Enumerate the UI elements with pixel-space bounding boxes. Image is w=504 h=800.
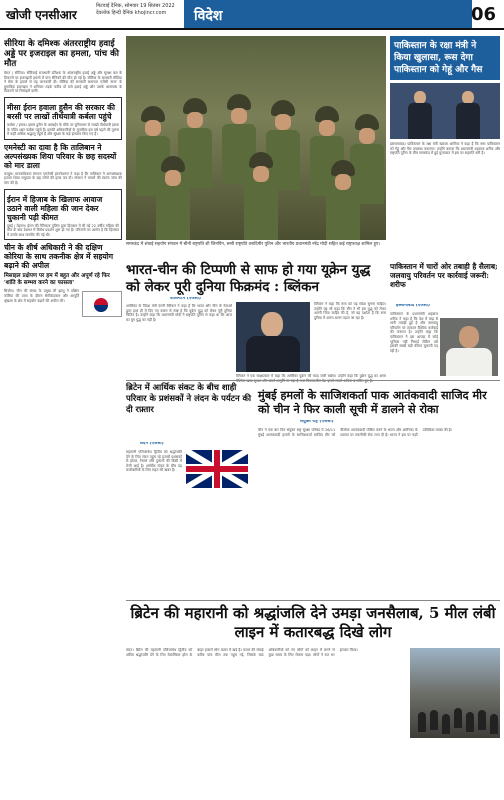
story-byline: लंदन (एजेंसी) [140, 442, 164, 446]
britain-tourism-headline: ब्रिटेन में आर्थिक संकट के बीच शाही परिवार के प्रशंसकों ने लंदन के पर्यटन की दी रफ़्तार [126, 382, 252, 414]
main-headline: भारत-चीन की टिप्पणी से साफ हो गया यूक्रेन युद्ध को लेकर पूरी दुनिया फिक्रमंद : ब्लिंकन [126, 262, 371, 295]
story-subhead: मिसाइल प्रक्षेपण पर हम में बहुत और अपूर्ण रहे फिर 'शांति के सम्भव करने का फासला' [4, 273, 110, 287]
story-body: सियोल। चीन की संसद के प्रमुख ली झांशु ने दक्षिण कोरिया की यात्रा के दौरान सेमीकंडक्टर और आपूर्ति श्रृंखला के क्षेत्र में सहयोग बढ़ाने की अपील की। [4, 289, 79, 303]
story-headline: एमनेस्टी का दावा है कि तालिबान ने अल्पसंख्यक शिया परिवार के छह सदस्यों को मार डाला [4, 142, 117, 170]
masthead [0, 0, 504, 30]
story-byline: संयुक्त राष्ट्र (एजेंसी) [300, 420, 334, 424]
pakistan-flood-headline: पाकिस्तान में चारों ओर तबाही है सैलाब; जलवायु परिवर्तन पर कार्रवाई जरूरी: शरीफ [390, 262, 498, 289]
story-byline-block [300, 420, 420, 425]
story-column: महारानी एलिजाबेथ द्वितीय को श्रद्धांजलि देने के लिए लंदन पहुंच रहे हजारों प्रशंसकों से होटल, रेस्तरां और दुकानों की बिक्री में तेजी आई है। आर्थिक संकट के बीच यह कारोबारियों के लिए राहत की खबर है। [126, 450, 182, 473]
story-body: दुबई / तेहरान। ईरान की नैतिकता पुलिस द्वारा हिरासत में ली गई 22 वर्षीय महिला की मौत के बाद देशभर में विरोध प्रदर्शन शुरू हो गए हैं। परिजनों का आरोप है कि हिरासत में उसके साथ मारपीट की गई थी। [7, 223, 119, 237]
queue-photo [410, 648, 500, 738]
blinken-photo [236, 302, 310, 372]
story-byline: इस्लामाबाद (एजेंसी) [396, 304, 430, 308]
divider [126, 380, 500, 381]
story-body: इस्लामाबाद। पाकिस्तान के रक्षा मंत्री ख्वाजा आसिफ ने कहा है कि रूस पाकिस्तान को गेहूं और गैस उपलब्ध कराएगा। उन्होंने बताया कि प्रधानमंत्री शहबाज शरीफ और राष्ट्रपति पुतिन के बीच समरकंद में हुई मुलाकात में इस पर सहमति बनी है। [390, 142, 500, 156]
dateline-site: देवलोक हिन्दी दैनिक khojincr.com [96, 10, 167, 16]
story-byline-block [170, 297, 232, 302]
uk-flag-image [186, 450, 248, 488]
photo-caption: समरकंद में शंघाई सहयोग संगठन में चीनी राष्ट्रपति शी जिनपिंग, रूसी राष्ट्रपति व्लादिमीर पुतिन और भारतीय प्रधानमंत्री नरेंद्र मोदी सहित कई राष्ट्राध्यक्ष शामिल हुए। [126, 242, 381, 247]
leaders-photo [390, 83, 500, 139]
queen-tribute-headline: ब्रिटेन की महारानी को श्रद्धांजलि देने उमड़ा जनसैलाब, 5 मील लंबी लाइन में कतारबद्ध दिखे लोग [130, 604, 496, 641]
korea-flag-image [82, 291, 122, 317]
story-column: ब्लिंकन ने कहा कि रूस को यह संदेश सुनना चाहिए। उन्होंने यह भी कहा कि चीन ने भी इस युद्ध को लेकर अपनी चिंता जाहिर की है, जो यह दर्शाता है कि रूस दुनिया में अलग-थलग पड़ता जा रहा है। [314, 302, 386, 320]
story-column: ब्लिंकन ने एक साक्षात्कार में कहा कि अमेरिका यूक्रेन की मदद जारी रखेगा। उन्होंने कहा कि यूक्रेन युद्ध का असर [236, 374, 386, 378]
story-byline: वॉशिंगटन (एजेंसी) [170, 297, 201, 301]
page-number: 06 [470, 4, 496, 25]
story-byline-block [140, 442, 240, 447]
story-body: बेरुत / सीरिया। सीरियाई राजधानी दमिश्क के अंतरराष्ट्रीय हवाई अड्डे और सुरक्षा बल के ठिकानों पर इजराइली हमलों में पांच सैनिकों की मौत हो गई है। सीरिया के सरकारी मीडिया ने सेना के हवाले से यह जानकारी दी। सीरिया की सरकारी समाचार एजेंसी 'सना' के मुताबिक इजराइल ने शनिवार तड़के करीब दो बजे हवाई अड्डे और उसके आसपास के ठिकानों पर मिसाइलें दागीं। [4, 71, 122, 94]
story-column: लंदन। ब्रिटेन की महारानी एलिजाबेथ द्वितीय को अंतिम श्रद्धांजलि देने के लिए वेस्टमिंस्टर हॉल के बाहर हजारों लोग कतार में खड़े हैं। कतार की लंबाई करीब पांच मील तक पहुंच गई, जिसके बाद अधिकारियों को नए लोगों को लाइन में लगने से कुछ समय के लिए रोकना पड़ा। लोगों ने रात भर इंतजार किया। [126, 648, 358, 657]
sharif-photo [440, 318, 498, 376]
soldiers-photo [126, 36, 386, 240]
story-headline: मीसा ईरान हवाला हुसैन की सरकार की बरसी पर लाखों तीर्थयात्री कर्बला पहुंचे [7, 102, 115, 121]
story-body: कर्बला / इराक। इमाम हुसैन के अरबईन के मौके पर दुनियाभर से लाखों तीर्थयात्री इराक के पवित्र शहर कर्बला पहुंचे हैं। इराकी अधिकारियों के मुताबिक इस वर्ष पहले की तुलना में कहीं अधिक श्रद्धालु पहुंचे हैं और सुरक्षा के कड़े इंतजाम किए गए हैं। [7, 122, 119, 137]
story-headline: पाकिस्तान के रक्षा मंत्री ने किया खुलासा, रूस देगा पाकिस्तान को गेहूं और गैस [390, 36, 500, 80]
story-column: अमेरिका के विदेश मंत्री एंटनी ब्लिंकन ने कहा है कि भारत और चीन के नेताओं द्वारा हाल ही में दिए गए बयान से स्पष्ट है कि यूक्रेन युद्ध को लेकर पूरी दुनिया चिंतित है। उन्होंने कहा कि प्रधानमंत्री मोदी ने राष्ट्रपति पुतिन से कहा था कि आज का युग युद्ध का नहीं है। [126, 304, 232, 322]
dateline [96, 3, 175, 17]
story-column: पाकिस्तान के प्रधानमंत्री शहबाज शरीफ ने कहा है कि देश में बाढ़ से भारी तबाही हुई है और जलवायु परिवर्तन पर तत्काल वैश्विक कार्रवाई की जरूरत है। उन्होंने कहा कि पाकिस्तान ने इस आपदा में कोई भूमिका नहीं निभाई लेकिन उसे इसकी सबसे बड़ी कीमत चुकानी पड़ रही है। [390, 312, 438, 353]
story-column: चीन ने एक बार फिर संयुक्त राष्ट्र सुरक्षा परिषद में 26/11 मुंबई आतंकवादी हमलों के साजिशकर्ता साजिद मीर को वैश्विक आतंकवादी घोषित करने के भारत और अमेरिका के प्रस्ताव पर तकनीकी रोक लगा दी है। भारत ने इस पर कड़ी प्रतिक्रिया व्यक्त की है। [258, 428, 453, 437]
brand-name: खोजी एनसीआर [6, 8, 77, 22]
story-headline: चीन के शीर्ष अधिकारी ने की दक्षिण कोरिया के साथ तकनीक क्षेत्र में सहयोग बढ़ाने की अपील [4, 243, 114, 271]
story-box [4, 97, 122, 140]
mumbai-attack-headline: मुंबई हमलों के साजिशकर्ता पाक आतंकवादी साजिद मीर को चीन ने फिर काली सूची में डालने से रोका [258, 388, 487, 416]
story-headline: ईरान में हिजाब के खिलाफ आवाज उठाने वाली महिला की जान देकर चुकानी पड़ी कीमत [7, 194, 103, 222]
pakistan-russia-story [390, 36, 500, 272]
story-headline: सीरिया के दमिश्क अंतरराष्ट्रीय हवाई अड्डे पर इजराइल का हमला, पांच की मौत [4, 39, 119, 69]
story-body: काबुल। मानवाधिकार संगठन एमनेस्टी इंटरनेशनल ने कहा है कि तालिबान ने अल्पसंख्यक हजारा शिया समुदाय के छह लोगों की हत्या कर दी। संगठन ने मामले की स्वतंत्र जांच की मांग की है। [4, 171, 122, 185]
divider [126, 600, 500, 601]
section-title: विदेश [184, 0, 472, 28]
dateline-date: मिटवाई दैनिक, सोमवार 19 सितंबर 2022 [96, 3, 175, 9]
story-box [4, 189, 122, 241]
story-byline-block [396, 304, 492, 309]
left-column [4, 36, 122, 796]
